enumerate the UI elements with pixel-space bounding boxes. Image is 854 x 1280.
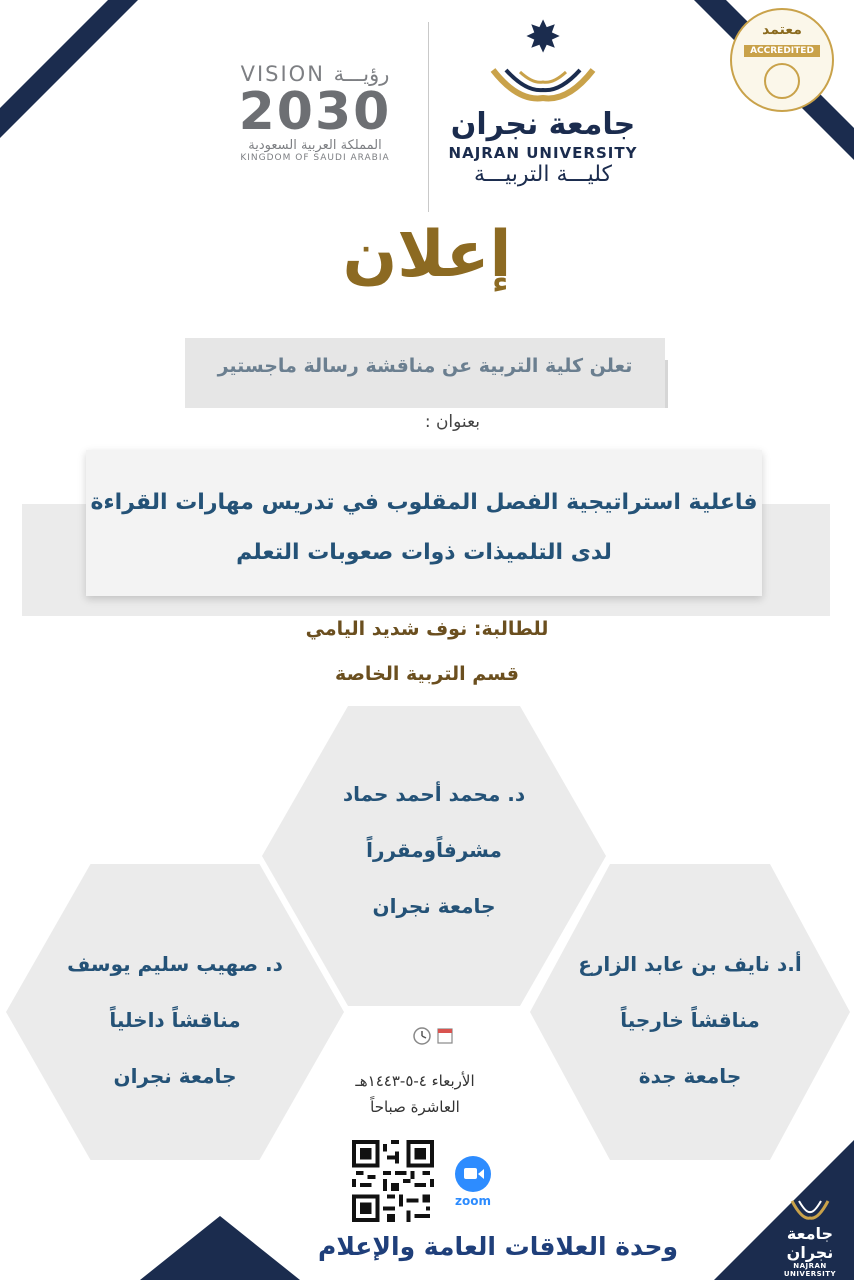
thesis-line-1: فاعلية استراتيجية الفصل المقلوب في تدريس مهارات القراءة [90, 490, 758, 515]
footer-unit: وحدة العلاقات العامة والإعلام [318, 1232, 678, 1261]
announcement-heading: إعلان [342, 218, 512, 292]
seal-icon [764, 63, 800, 99]
thesis-line-2: لدى التلميذات ذوات صعوبات التعلم [236, 540, 612, 565]
bottom-logo-english: NAJRAN UNIVERSITY [783, 1262, 837, 1278]
internal-examiner-role: مناقشاً داخلياً [109, 1008, 241, 1032]
wave-emblem-icon [790, 1198, 830, 1220]
vision-english: KINGDOM OF SAUDI ARABIA [240, 153, 390, 163]
subtitle-label: بعنوان : [424, 412, 480, 432]
university-name-arabic: جامعة نجران [450, 107, 636, 142]
internal-examiner-name: د. صهيب سليم يوسف [67, 952, 283, 976]
faculty-name: كليـــة التربيـــة [473, 162, 612, 187]
zoom-icon [455, 1156, 491, 1192]
supervisor-role: مشرفاًومقرراً [366, 838, 502, 862]
vision-title: VISION رؤيـــة [240, 62, 390, 86]
schedule-time: العاشرة صباحاً [370, 1098, 460, 1116]
thesis-title [86, 478, 762, 578]
supervisor-institution: جامعة نجران [372, 894, 496, 918]
corner-triangle-top-left-inner [0, 0, 108, 108]
schedule-date: الأربعاء ٤-٥-١٤٤٣هـ [355, 1072, 475, 1090]
external-examiner-role: مناقشاً خارجياً [620, 1008, 760, 1032]
external-examiner-institution: جامعة جدة [638, 1064, 742, 1088]
zoom-label: zoom [455, 1194, 491, 1208]
student-name: للطالبة: نوف شديد اليامي [305, 618, 549, 640]
badge-arabic: معتمد [762, 22, 802, 38]
internal-examiner-card [6, 936, 344, 1104]
vision-number: 2030 [238, 82, 392, 142]
department-name: قسم التربية الخاصة [335, 663, 519, 685]
external-examiner-name: أ.د نايف بن عابد الزارع [578, 952, 802, 976]
clock-icon [414, 1028, 430, 1044]
logo-divider [428, 22, 429, 212]
external-examiner-card [530, 936, 850, 1104]
date-time-icons [412, 1026, 456, 1046]
star-icon: ✸ [524, 12, 562, 63]
badge-english: ACCREDITED [744, 45, 820, 57]
supervisor-card [262, 766, 606, 934]
wave-emblem-icon [488, 62, 598, 102]
bottom-university-logo [766, 1198, 854, 1278]
university-name-english: NAJRAN UNIVERSITY [448, 144, 638, 162]
schedule [300, 1068, 530, 1120]
zoom-link[interactable] [448, 1156, 498, 1208]
vision-arabic: المملكة العربية السعودية [248, 138, 382, 153]
intro-text: تعلن كلية التربية عن مناقشة رسالة ماجستير [217, 355, 633, 377]
najran-university-logo [438, 14, 648, 187]
vision-2030-logo [215, 62, 415, 163]
calendar-icon [438, 1029, 452, 1043]
qr-code[interactable] [352, 1140, 434, 1222]
supervisor-name: د. محمد أحمد حماد [342, 782, 526, 806]
internal-examiner-institution: جامعة نجران [113, 1064, 237, 1088]
bottom-logo-arabic: جامعة نجران [786, 1224, 834, 1262]
accredited-badge [730, 8, 834, 112]
